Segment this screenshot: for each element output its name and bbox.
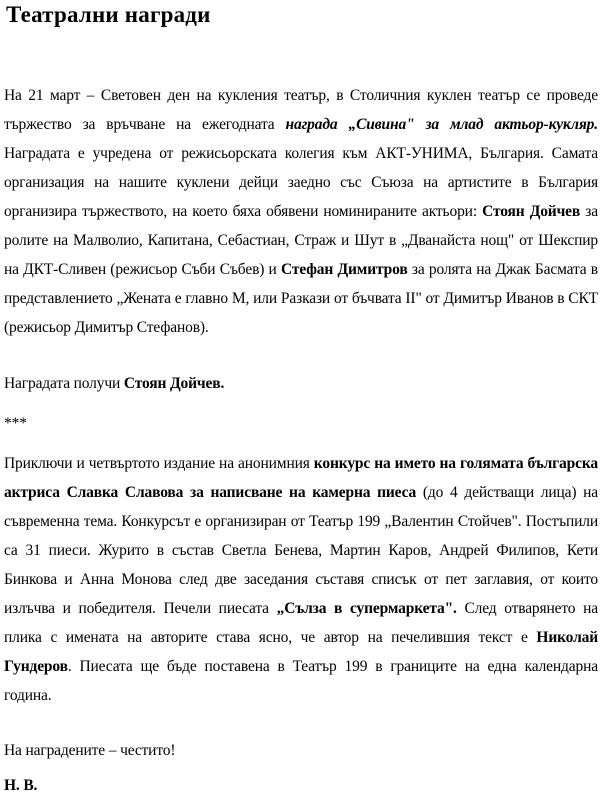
- text-run: за ролите на Малволио, Капитана, Себастиан, Страж и Шут в „Дванайста нощ" от Шекспир на ДКТ-Сливен (режисьор Съби Събев) и: [4, 203, 598, 278]
- paragraph-sivina-award: [4, 81, 598, 342]
- page-title: Театрални награди: [6, 2, 211, 27]
- section-separator: ***: [4, 415, 27, 432]
- nominee-name: Стоян Дойчев: [482, 203, 581, 220]
- text-run: . Пиесата ще бъде поставена в Театър 199 в границите на една календарна година.: [4, 658, 598, 704]
- author-name: Николай Гундеров: [4, 629, 598, 675]
- text-run: Приключи и четвъртото издание на анонимния: [4, 455, 314, 472]
- author-signature: Н. В.: [4, 777, 38, 794]
- text-run: за ролята на Джак Басмата в представлението „Жената е главно М, или Разкази от бъчвата II" от Димитър Иванов в СКТ (режисьор Димитър Стефанов).: [4, 261, 598, 336]
- text-run: (до 4 действащи лица) на съвременна тема. Конкурсът е организиран от Театър 199 „Валентин Стойчев". Постъпили са 31 пиеси. Журито в състав Светла Бенева, Мартин Каров, Андрей Филипов, Кети Бинкова и Анна Монова след две заседания съставя списък от пет заглавия, от които излъчва и победителя. Печели пиесата: [4, 484, 599, 617]
- closing-line: На наградените – честито!: [4, 742, 176, 759]
- text-run: Наградата е учредена от режисьорската колегия към АКТ-УНИМА, България. Самата организация на нашите куклени дейци заедно със Съюза на артистите в България организира тържеството, на което бяха обявени номинираните актьори:: [4, 145, 598, 220]
- nominee-name: Стефан Димитров: [281, 261, 408, 278]
- text-run: Наградата получи: [4, 375, 124, 392]
- winner-name: Стоян Дойчев.: [123, 375, 225, 392]
- winning-play-title: „Сълза в супермаркета".: [276, 600, 457, 617]
- text-run: На 21 март – Световен ден на кукления театър, в Столичния куклен театър се проведе тържество за връчване на ежегодната: [4, 87, 598, 133]
- paragraph-playwriting-contest: [4, 449, 598, 710]
- award-name: награда „Сивина" за млад актьор-кукляр.: [285, 116, 598, 133]
- contest-name: конкурс на името на голямата българска актриса Славка Славова за написване на камерна пиеса: [4, 455, 598, 501]
- paragraph-award-winner: [4, 369, 598, 398]
- text-run: След отварянето на плика с имената на авторите става ясно, че автор на печелившия текст е: [4, 600, 598, 646]
